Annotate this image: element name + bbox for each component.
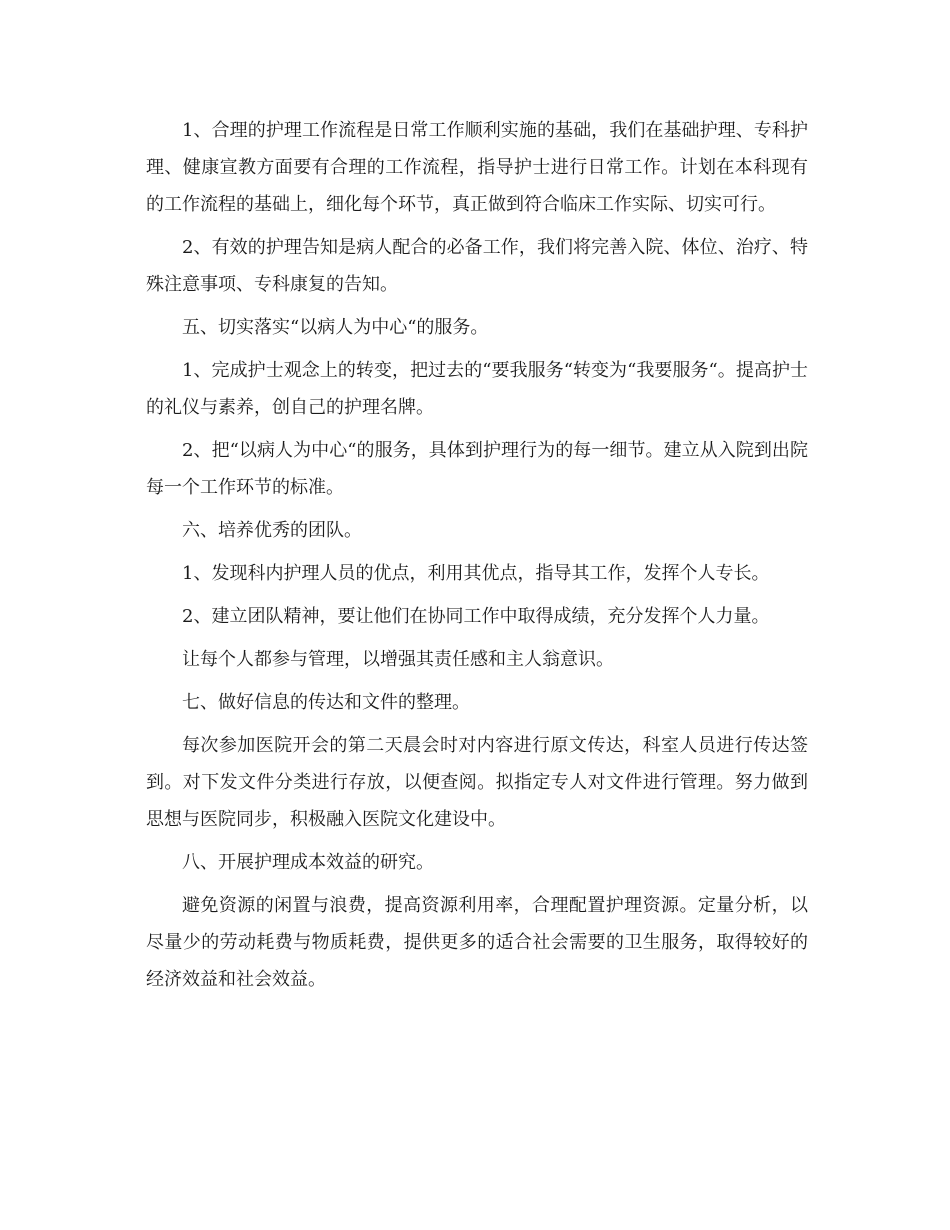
section-heading-cost-benefit: 八、开展护理成本效益的研究。 xyxy=(182,852,434,873)
section-heading-information: 七、做好信息的传达和文件的整理。 xyxy=(182,692,470,713)
paragraph-team-spirit: 2、建立团队精神，要让他们在协同工作中取得成绩，充分发挥个人力量。 xyxy=(182,606,770,627)
document-body xyxy=(146,112,808,1004)
paragraph-participation: 让每个人都参与管理，以增强其责任感和主人翁意识。 xyxy=(182,649,614,670)
paragraph-concept-change: 1、完成护士观念上的转变，把过去的“要我服务“转变为“我要服务“。提高护士的礼仪与素养，创自己的护理名牌。 xyxy=(146,360,808,418)
paragraph-workflow: 1、合理的护理工作流程是日常工作顺利实施的基础，我们在基础护理、专科护理、健康宣教方面要有合理的工作流程，指导护士进行日常工作。计划在本科现有的工作流程的基础上，细化每个环节，真正做到符合临床工作实际、切实可行。 xyxy=(146,120,808,215)
section-heading-patient-centered: 五、切实落实“以病人为中心“的服务。 xyxy=(182,317,489,338)
section-heading-team: 六、培养优秀的团队。 xyxy=(182,520,362,541)
paragraph-notification: 2、有效的护理告知是病人配合的必备工作，我们将完善入院、体位、治疗、特殊注意事项、专科康复的告知。 xyxy=(146,237,808,295)
paragraph-strengths: 1、发现科内护理人员的优点，利用其优点，指导其工作，发挥个人专长。 xyxy=(182,563,770,584)
paragraph-meetings: 每次参加医院开会的第二天晨会时对内容进行原文传达，科室人员进行传达签到。对下发文件分类进行存放，以便查阅。拟指定专人对文件进行管理。努力做到思想与医院同步，积极融入医院文化建设中。 xyxy=(146,735,808,830)
paragraph-service-detail: 2、把“以病人为中心“的服务，具体到护理行为的每一细节。建立从入院到出院每一个工作环节的标准。 xyxy=(146,440,808,498)
paragraph-resources: 避免资源的闲置与浪费，提高资源利用率，合理配置护理资源。定量分析，以尽量少的劳动耗费与物质耗费，提供更多的适合社会需要的卫生服务，取得较好的经济效益和社会效益。 xyxy=(146,895,808,990)
